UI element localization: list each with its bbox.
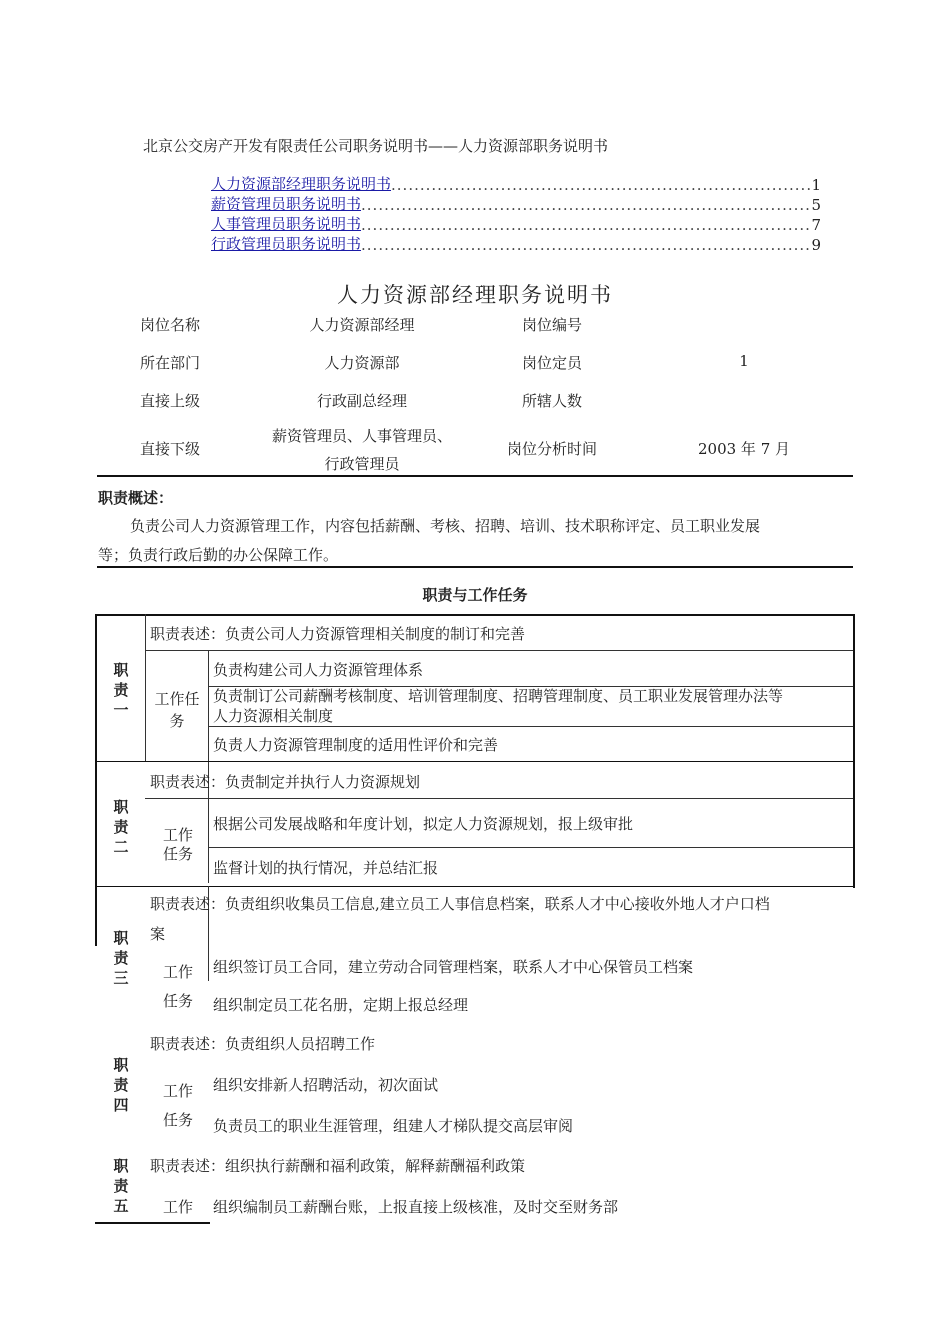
duty-four-statement: 职责表述：负责组织人员招聘工作 xyxy=(150,1035,376,1053)
toc-page: 1 xyxy=(811,176,821,194)
toc-link[interactable]: 薪资管理员职务说明书 xyxy=(211,195,362,213)
analysis-time-label: 岗位分析时间 xyxy=(506,440,597,458)
duty-three-name: 职 责 三 xyxy=(113,929,129,987)
task-label-b: 任务 xyxy=(162,1111,193,1129)
toc-leader xyxy=(361,236,811,254)
task-label-a: 工作 xyxy=(162,826,193,844)
toc-leader xyxy=(361,216,811,234)
toc-entry[interactable] xyxy=(211,214,821,234)
toc-page: 7 xyxy=(811,216,821,234)
post-no-label: 岗位编号 xyxy=(521,316,582,334)
subordinate-value-line1: 薪资管理员、人事管理员、 xyxy=(271,427,452,445)
post-name-value: 人力资源部经理 xyxy=(309,316,415,334)
col-divider xyxy=(208,650,209,883)
task-item: 负责人力资源管理制度的适用性评价和完善 xyxy=(213,736,499,754)
row-divider xyxy=(208,847,853,848)
row-divider xyxy=(95,886,855,887)
task-item: 监督计划的执行情况，并总结汇报 xyxy=(213,859,439,877)
task-label-a: 工作 xyxy=(162,1198,193,1216)
toc-entry[interactable] xyxy=(211,194,821,214)
task-item: 负责制订公司薪酬考核制度、培训管理制度、招聘管理制度、员工职业发展管理办法等 xyxy=(213,687,784,705)
post-name-label: 岗位名称 xyxy=(140,316,201,334)
toc-page: 5 xyxy=(811,196,821,214)
superior-label: 直接上级 xyxy=(140,392,201,410)
toc-link[interactable]: 人力资源部经理职务说明书 xyxy=(211,175,392,193)
dept-value: 人力资源部 xyxy=(324,354,400,372)
row-divider xyxy=(208,726,853,727)
toc-entry[interactable] xyxy=(211,234,821,254)
duty-five-name: 职 责 五 xyxy=(113,1157,129,1215)
analysis-time-value: 2003 年 7 月 xyxy=(697,440,791,458)
table-border-top xyxy=(95,614,855,616)
overview-text-line2: 等；负责行政后勤的办公保障工作。 xyxy=(98,546,339,564)
row-divider xyxy=(95,761,855,762)
quota-label: 岗位定员 xyxy=(521,354,582,372)
table-border-bottom xyxy=(95,1222,210,1224)
staff-count-label: 所辖人数 xyxy=(521,392,582,410)
task-label-b: 任务 xyxy=(162,992,193,1010)
quota-value: 1 xyxy=(739,352,749,370)
duty-one-name: 职 责 一 xyxy=(113,661,129,719)
toc-entry[interactable] xyxy=(211,174,821,194)
divider xyxy=(97,475,853,477)
duty-three-statement: 职责表述：负责组织收集员工信息,建立员工人事信息档案，联系人才中心接收外地人才户口档 xyxy=(150,895,770,913)
overview-text-line1: 负责公司人力资源管理工作，内容包括薪酬、考核、招聘、培训、技术职称评定、员工职业发展 xyxy=(130,517,761,535)
section-title: 人力资源部经理职务说明书 xyxy=(337,283,613,307)
superior-value: 行政副总经理 xyxy=(316,392,407,410)
duty-two-name: 职 责 二 xyxy=(113,798,129,856)
duty-three-statement-cont: 案 xyxy=(150,925,166,943)
task-label-b: 任务 xyxy=(162,845,193,863)
dept-label: 所在部门 xyxy=(140,354,201,372)
task-item: 负责构建公司人力资源管理体系 xyxy=(213,661,424,679)
task-label-a: 工作 xyxy=(162,963,193,981)
row-divider xyxy=(145,650,853,651)
toc-link[interactable]: 行政管理员职务说明书 xyxy=(211,235,362,253)
toc-link[interactable]: 人事管理员职务说明书 xyxy=(211,215,362,233)
overview-heading: 职责概述： xyxy=(98,489,174,507)
subordinate-label: 直接下级 xyxy=(140,440,201,458)
task-item: 组织签订员工合同，建立劳动合同管理档案，联系人才中心保管员工档案 xyxy=(213,958,694,976)
task-item: 根据公司发展战略和年度计划，拟定人力资源规划，报上级审批 xyxy=(213,815,634,833)
toc-leader xyxy=(361,196,811,214)
table-border-right xyxy=(853,614,855,888)
duties-heading: 职责与工作任务 xyxy=(422,586,528,604)
subordinate-value-line2: 行政管理员 xyxy=(324,455,400,473)
row-divider xyxy=(145,798,853,799)
duty-two-statement: 职责表述：负责制定并执行人力资源规划 xyxy=(150,773,421,791)
col-divider xyxy=(145,614,146,762)
task-item: 人力资源相关制度 xyxy=(213,707,334,725)
toc-page: 9 xyxy=(811,236,821,254)
duty-one-statement: 职责表述：负责公司人力资源管理相关制度的制订和完善 xyxy=(150,625,526,643)
duty-five-statement: 职责表述：组织执行薪酬和福利政策，解释薪酬福利政策 xyxy=(150,1157,526,1175)
task-item: 组织安排新人招聘活动，初次面试 xyxy=(213,1076,439,1094)
task-label: 工作任务 xyxy=(154,690,200,730)
divider xyxy=(97,566,853,568)
toc-leader xyxy=(391,176,811,194)
task-item: 负责员工的职业生涯管理，组建人才梯队提交高层审阅 xyxy=(213,1117,574,1135)
duty-four-name: 职 责 四 xyxy=(113,1056,129,1114)
task-label-a: 工作 xyxy=(162,1082,193,1100)
task-item: 组织制定员工花名册，定期上报总经理 xyxy=(213,996,469,1014)
task-item: 组织编制员工薪酬台账，上报直接上级核准，及时交至财务部 xyxy=(213,1198,619,1216)
document-title: 北京公交房产开发有限责任公司职务说明书——人力资源部职务说明书 xyxy=(143,137,609,155)
table-border-left xyxy=(95,614,97,946)
